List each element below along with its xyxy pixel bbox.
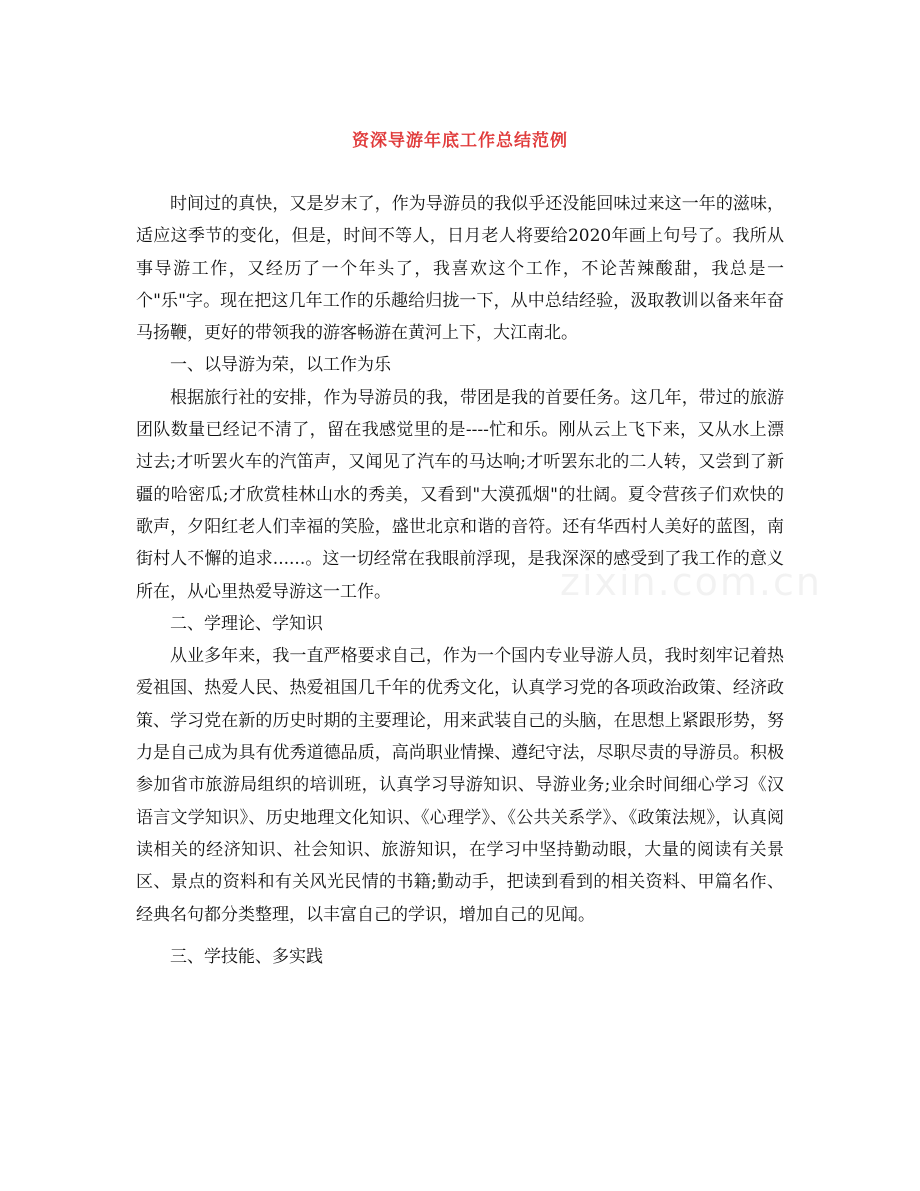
section-heading-2: 二、学理论、学知识 [170,613,323,634]
intro-paragraph: 时间过的真快，又是岁末了，作为导游员的我似乎还没能回味过来这一年的滋味，适应这季节的变化，但是，时间不等人，日月老人将要给2020年画上句号了。我所从事导游工作，又经历了一个年头了，我喜欢这个工作，不论苦辣酸甜，我总是一个"乐"字。现在把这几年工作的乐趣给归拢一下，从中总结经验，汲取教训以备来年奋马扬鞭，更好的带领我的游客畅游在黄河上下，大江南北。 [136,194,784,344]
section-1-paragraph: 根据旅行社的安排，作为导游员的我，带团是我的首要任务。这几年，带过的旅游团队数量已经记不清了，留在我感觉里的是----忙和乐。刚从云上飞下来，又从水上漂过去;才听罢火车的汽笛声，又闻见了汽车的马达响;才听罢东北的二人转，又尝到了新疆的哈密瓜;才欣赏桂林山水的秀美，又看到"大漠孤烟"的壮阔。夏令营孩子们欢快的歌声，夕阳红老人们幸福的笑脸，盛世北京和谐的音符。还有华西村人美好的蓝图，南街村人不懈的追求......。这一切经常在我眼前浮现，是我深深的感受到了我工作的意义所在，从心里热爱导游这一工作。 [136,387,784,602]
section-2-paragraph: 从业多年来，我一直严格要求自己，作为一个国内专业导游人员，我时刻牢记着热爱祖国、热爱人民、热爱祖国几千年的优秀文化，认真学习党的各项政治政策、经济政策、学习党在新的历史时期的主要理论，用来武装自己的头脑，在思想上紧跟形势，努力是自己成为具有优秀道德品质，高尚职业情操、遵纪守法，尽职尽责的导游员。积极参加省市旅游局组织的培训班，认真学习导游知识、导游业务;业余时间细心学习《汉语言文学知识》、历史地理文化知识、《心理学》、《公共关系学》、《政策法规》，认真阅读相关的经济知识、社会知识、旅游知识，在学习中坚持勤动眼，大量的阅读有关景区、景点的资料和有关风光民情的书籍;勤动手，把读到看到的相关资料、甲篇名作、经典名句都分类整理，以丰富自己的学识，增加自己的见闻。 [136,646,784,925]
document-body [136,188,784,973]
watermark: zixin.com.cn [560,560,822,604]
section-heading-1: 一、以导游为荣，以工作为乐 [170,355,391,376]
section-heading-3: 三、学技能、多实践 [170,946,323,967]
document-title: 资深导游年底工作总结范例 [352,131,568,151]
